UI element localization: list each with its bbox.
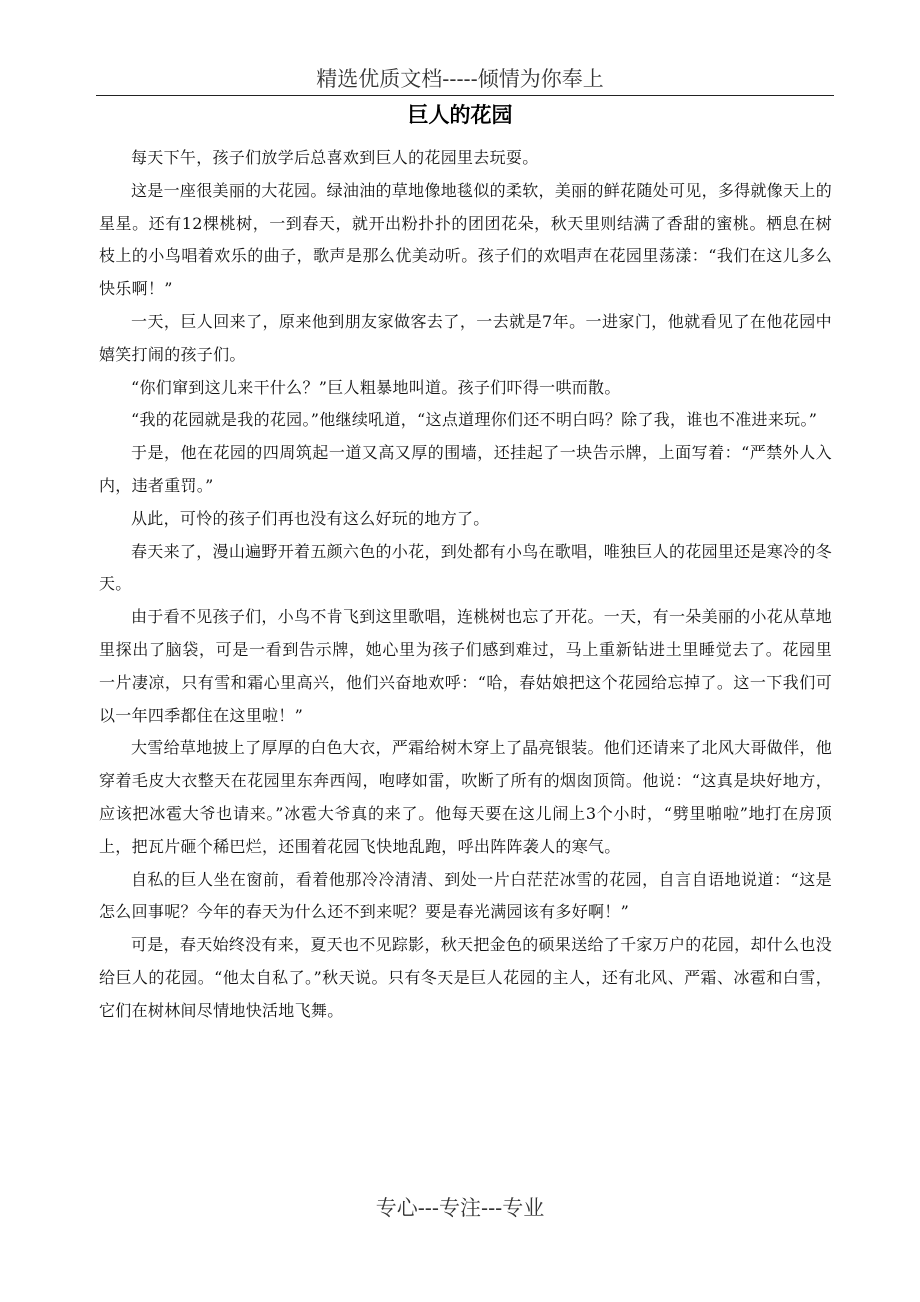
paragraph: 自私的巨人坐在窗前，看着他那冷冷清清、到处一片白茫茫冰雪的花园，自言自语地说道：“这是怎么回事呢？今年的春天为什么还不到来呢？要是春光满园该有多好啊！” [99,869,832,922]
document-body [99,142,832,1028]
paragraph: 从此，可怜的孩子们再也没有这么好玩的地方了。 [131,508,490,528]
paragraph: 由于看不见孩子们，小鸟不肯飞到这里歌唱，连桃树也忘了开花。一天，有一朵美丽的小花从草地里探出了脑袋，可是一看到告示牌，她心里为孩子们感到难过，马上重新钻进土里睡觉去了。花园里一片凄凉，只有雪和霜心里高兴，他们兴奋地欢呼：“哈，春姑娘把这个花园给忘掉了。这一下我们可以一年四季都住在这里啦！” [99,607,832,725]
paragraph: 于是，他在花园的四周筑起一道又高又厚的围墙，还挂起了一块告示牌，上面写着：“严禁外人入内，违者重罚。” [99,443,832,495]
paragraph: 春天来了，漫山遍野开着五颜六色的小花，到处都有小鸟在歌唱，唯独巨人的花园里还是寒冷的冬天。 [99,541,832,594]
paragraph: “我的花园就是我的花园。”他继续吼道，“这点道理你们还不明白吗？除了我，谁也不准进来玩。” [131,410,818,430]
paragraph: 这是一座很美丽的大花园。绿油油的草地像地毯似的柔软，美丽的鲜花随处可见，多得就像天上的星星。还有12棵桃树，一到春天，就开出粉扑扑的团团花朵，秋天里则结满了香甜的蜜桃。栖息在树枝上的小鸟唱着欢乐的曲子，歌声是那么优美动听。孩子们的欢唱声在花园里荡漾：“我们在这儿多么快乐啊！” [99,180,832,299]
page-footer: 专心---专注---专业 [375,1196,545,1220]
paragraph: 每天下午，孩子们放学后总喜欢到巨人的花园里去玩耍。 [131,148,539,167]
page-header: 精选优质文档-----倾情为你奉上 [316,67,604,91]
paragraph: 可是，春天始终没有来，夏天也不见踪影，秋天把金色的硕果送给了千家万户的花园，却什么也没给巨人的花园。“他太自私了。”秋天说。只有冬天是巨人花园的主人，还有北风、严霜、冰雹和白雪，它们在树林间尽情地快活地飞舞。 [99,935,832,1020]
document-title: 巨人的花园 [407,103,513,127]
header-divider [96,95,834,96]
paragraph: 大雪给草地披上了厚厚的白色大衣，严霜给树木穿上了晶亮银装。他们还请来了北风大哥做伴，他穿着毛皮大衣整天在花园里东奔西闯，咆哮如雷，吹断了所有的烟囱顶筒。他说：“这真是块好地方，应该把冰雹大爷也请来。”冰雹大爷真的来了。他每天要在这儿闹上3个小时，“劈里啪啦”地打在房顶上，把瓦片砸个稀巴烂，还围着花园飞快地乱跑，呼出阵阵袭人的寒气。 [99,738,832,856]
paragraph: “你们窜到这儿来干什么？”巨人粗暴地叫道。孩子们吓得一哄而散。 [131,377,621,397]
paragraph: 一天，巨人回来了，原来他到朋友家做客去了，一去就是7年。一进家门，他就看见了在他花园中嬉笑打闹的孩子们。 [99,311,832,364]
